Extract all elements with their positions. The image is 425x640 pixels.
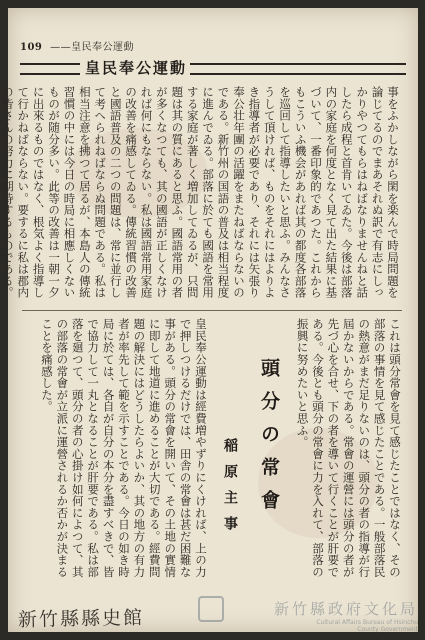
- article-top-body: 事をふかしながら閑を楽んで時局問題を論じてるのでまあそれぬ訳で有志にしっかりやつてもらはねばなりませんねと話したら成程と首肯いてゐた。今後は部落内の家庭を何度となく見て出た結果に基づいて、一番印象的であつた。これからもこういふ機会があれば其の都度各部落を巡回して指導したいと思ふ。みんなさうして頂ければ、ものをそれにはよりよき指導者が必要であり、それには矢張り奉公壮年團の活躍をまたねばならないのである。新竹州の国語の普及は相当程度に進んでゐる。部落に於ても國語を常用する家庭が著しく増加してゐるが、只問題は其の質にあると思ふ。國語常用の者が多くなつても、其の國語が正しくなければ何にもならない。私は國語常用家庭の改善を痛感してゐる。傳統習慣の改善と國語普及の二つの問題は、常に並行して考へられねばならぬ問題である。私は相当注意を拂つて居るが、本島人の傳統習慣の中には今日の時局に相應しくないものが随分多い。此等の改善は一朝一夕に出來るものではなく、根気よく指導して行かねばならない。要するに私は郡内の皆さんの努力に期待するものである。: [0, 86, 400, 299]
- banner-rule-left: [20, 63, 80, 75]
- watermark-english-line1: Cultural Affairs Bureau of Hsinchu: [316, 619, 418, 626]
- watermark-english-line2: County Government: [357, 626, 418, 633]
- page-number: 109: [20, 42, 43, 53]
- archive-seal: 新竹縣縣史館: [17, 606, 145, 632]
- bureau-watermark: [258, 598, 418, 633]
- running-header: [20, 38, 134, 53]
- article-bottom-left-body: 皇民奉公運動は經費増やずりにくければ、上の力で押しつけるだけでは、田舎の常會は甚だ困難な事がある。頭分の常會を開いて、その土地の實情に即して地道に進めることが大切である。經費問題の解決にはどうしたらよいか、其の地方の有力者が率先して範を示すことである。今日の如き時局に於ては、各自が自分の本分を盡すべきで、皆で協力して一丸となることが肝要である。私は部落を廻つて、頭分の者の心掛け如何によつて、其の部落の常會が立派に運營されるか否かが決まることを痛感した。: [39, 318, 208, 578]
- document-page: [0, 8, 418, 633]
- article-bottom-right-body: これは頭分常會を見て感じたことではなく、その部落の事情を見て感じたことである。一般部落民の熱意がまだ足りないのは、頭分の者の指導が行屆かないからである。常會の運營には頭分の者が先づ心を合せ、下の者を導いて行くことが肝要である。今後とも頭分の常會に力を入れて、部落の振興に努めたいと思ふ。: [295, 318, 402, 578]
- section-banner: [20, 56, 406, 78]
- article-author: 稲原主事: [222, 438, 238, 542]
- article-title: 頭分の常會: [258, 358, 280, 523]
- banner-rule-right: [190, 63, 406, 75]
- running-section-title: ——皇民奉公運動: [50, 42, 135, 53]
- bureau-logo-icon: [198, 596, 224, 622]
- banner-title: 皇民奉公運動: [84, 59, 187, 77]
- section-divider: [22, 310, 402, 311]
- watermark-chinese: 新竹縣政府文化局: [273, 600, 418, 618]
